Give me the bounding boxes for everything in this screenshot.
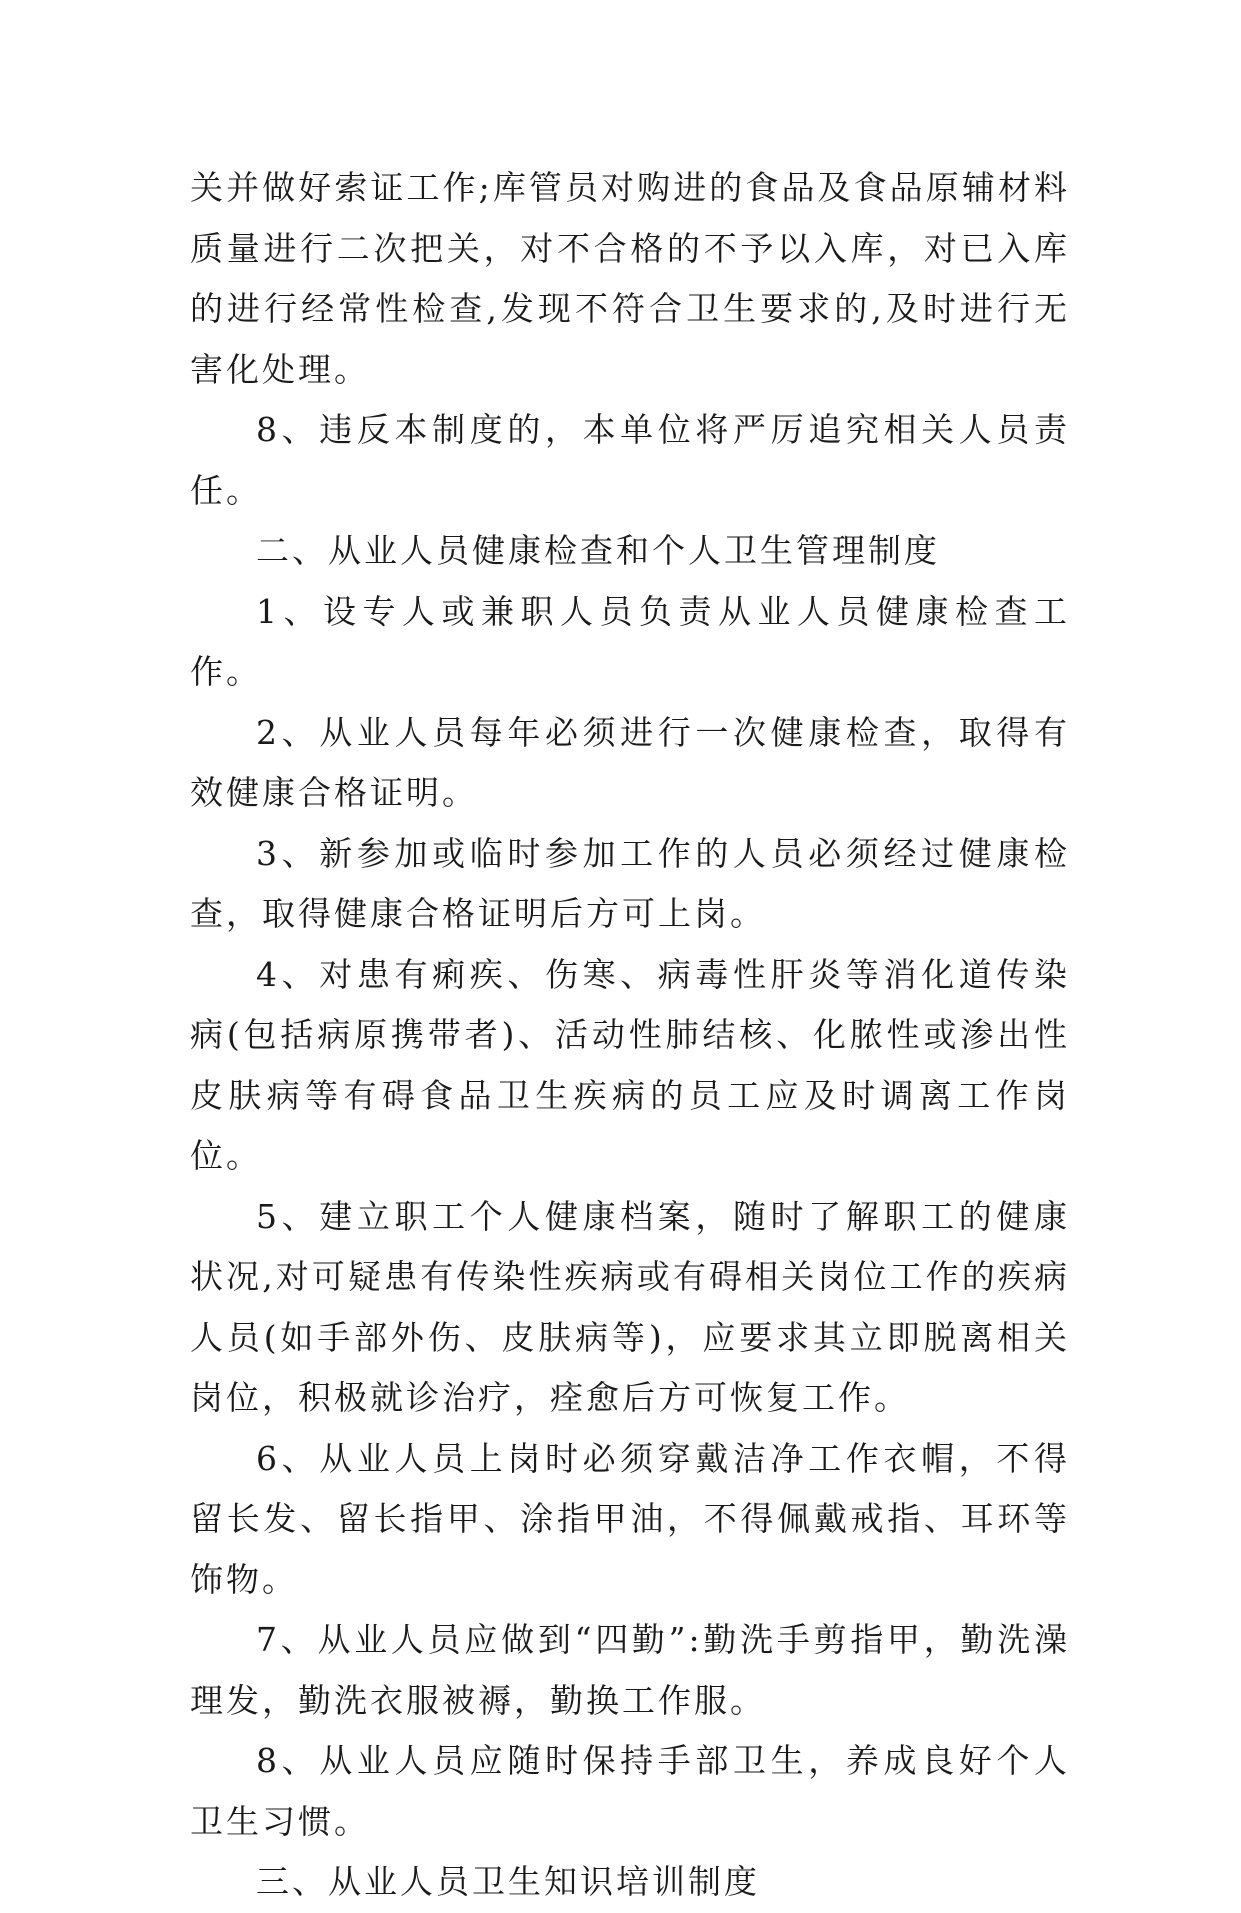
section-heading-2: 二、从业人员健康检查和个人卫生管理制度: [256, 531, 940, 570]
paragraph-item-4: 4、对患有痢疾、伤寒、病毒性肝炎等消化道传染病(包括病原携带者)、活动性肺结核、化脓性或渗出性皮肤病等有碍食品卫生疾病的员工应及时调离工作岗位。: [190, 954, 1070, 1175]
paragraph-item-6: 6、从业人员上岗时必须穿戴洁净工作衣帽，不得留长发、留长指甲、涂指甲油，不得佩戴戒指、耳环等饰物。: [190, 1438, 1070, 1599]
paragraph-rule-8-violation: 8、违反本制度的，本单位将严厉追究相关人员责任。: [190, 410, 1070, 510]
section-heading-3: 三、从业人员卫生知识培训制度: [256, 1862, 760, 1901]
document-body: [190, 158, 1070, 1913]
paragraph-item-8: 8、从业人员应随时保持手部卫生，养成良好个人卫生习惯。: [190, 1741, 1070, 1841]
paragraph-item-5: 5、建立职工个人健康档案，随时了解职工的健康状况,对可疑患有传染性疾病或有碍相关岗位工作的疾病人员(如手部外伤、皮肤病等)，应要求其立即脱离相关岗位，积极就诊治疗，痊愈后方可恢复工作。: [190, 1196, 1070, 1417]
paragraph-continuation: 关并做好索证工作;库管员对购进的食品及食品原辅材料质量进行二次把关，对不合格的不予以入库，对已入库的进行经常性检查,发现不符合卫生要求的,及时进行无害化处理。: [190, 168, 1070, 389]
paragraph-item-2: 2、从业人员每年必须进行一次健康检查，取得有效健康合格证明。: [190, 712, 1070, 812]
paragraph-item-3: 3、新参加或临时参加工作的人员必须经过健康检查，取得健康合格证明后方可上岗。: [190, 833, 1070, 933]
paragraph-item-1: 1、设专人或兼职人员负责从业人员健康检查工作。: [190, 591, 1070, 691]
paragraph-item-7: 7、从业人员应做到“四勤”:勤洗手剪指甲，勤洗澡理发，勤洗衣服被褥，勤换工作服。: [190, 1620, 1070, 1720]
